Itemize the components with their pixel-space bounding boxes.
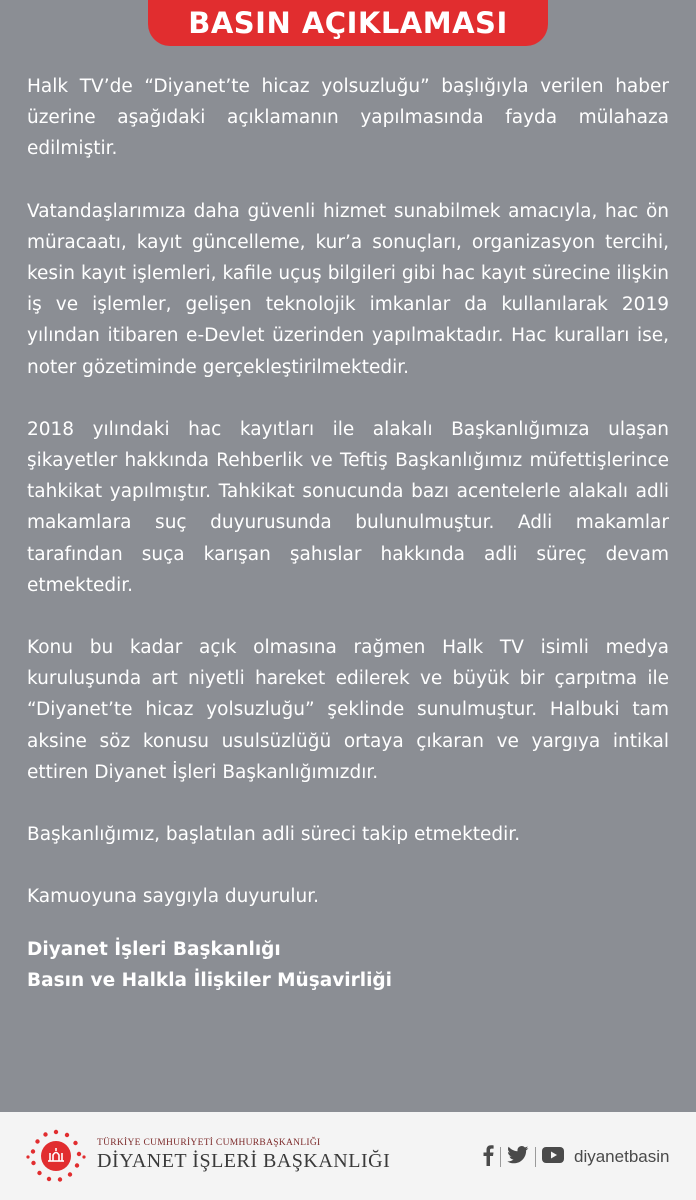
facebook-icon[interactable] [482,1144,494,1171]
paragraph: Başkanlığımız, başlatılan adli süreci takip etmektedir. [27,824,521,846]
page-title: BASIN AÇIKLAMASI [188,6,508,40]
header-banner [148,0,548,46]
paragraph: 2018 yılındaki hac kayıtları ile alakalı Başkanlığımıza ulaşan şikayetler hakkında Rehberlik ve Teftiş Başkanlığımız müfettişlerince tahkikat yapılmıştır. Tahkikat sonucunda bazı acentelerle alakalı adli makamlara suç duyurusunda bulunulmuştur. Adli makamlar tarafından suça karışan şahıslar hakkında adli süreç devam etmektedir. [27,418,669,596]
signature [27,934,669,996]
paragraph: Halk TV’de “Diyanet’te hicaz yolsuzluğu” başlığıyla verilen haber üzerine aşağıdaki açıklamanın yapılmasında fayda mülahaza edilmiştir. [27,76,669,160]
diyanet-logo-icon [24,1124,88,1193]
social-links [482,1145,669,1169]
twitter-icon[interactable] [507,1146,529,1169]
divider [535,1147,536,1167]
youtube-icon[interactable] [542,1147,564,1168]
signature-line-1: Diyanet İşleri Başkanlığı [27,939,281,961]
org-name: DİYANET İŞLERİ BAŞKANLIĞI [97,1150,391,1172]
divider [500,1147,501,1167]
paragraph: Konu bu kadar açık olmasına rağmen Halk TV isimli medya kuruluşunda art niyetli hareket edilerek ve büyük bir çarpıtma ile “Diyanet’te hicaz yolsuzluğu” şeklinde sunulmuştur. Halbuki tam aksine söz konusu usulsüzlüğü ortaya çıkaran ve yargıya intikal ettiren Diyanet İşleri Başkanlığımızdır. [27,637,669,783]
footer [0,1112,696,1200]
paragraph: Kamuoyuna saygıyla duyurulur. [27,886,320,908]
paragraph: Vatandaşlarımıza daha güvenli hizmet sunabilmek amacıyla, hac ön müracaatı, kayıt güncelleme, kur’a sonuçları, organizasyon tercihi, kesin kayıt işlemleri, kafile uçuş bilgileri gibi hac kayıt sürecine ilişkin iş ve işlemler, gelişen teknolojik imkanlar da kullanılarak 2019 yılından itibaren e-Devlet üzerinden yapılmaktadır. Hac kuralları ise, noter gözetiminde gerçekleştirilmektedir. [27,200,669,378]
statement-body [27,71,669,996]
org-subtitle: TÜRKİYE CUMHURİYETİ CUMHURBAŞKANLIĞI [97,1138,321,1148]
signature-line-2: Basın ve Halkla İlişkiler Müşavirliği [27,970,393,992]
social-handle[interactable]: diyanetbasin [574,1147,670,1166]
